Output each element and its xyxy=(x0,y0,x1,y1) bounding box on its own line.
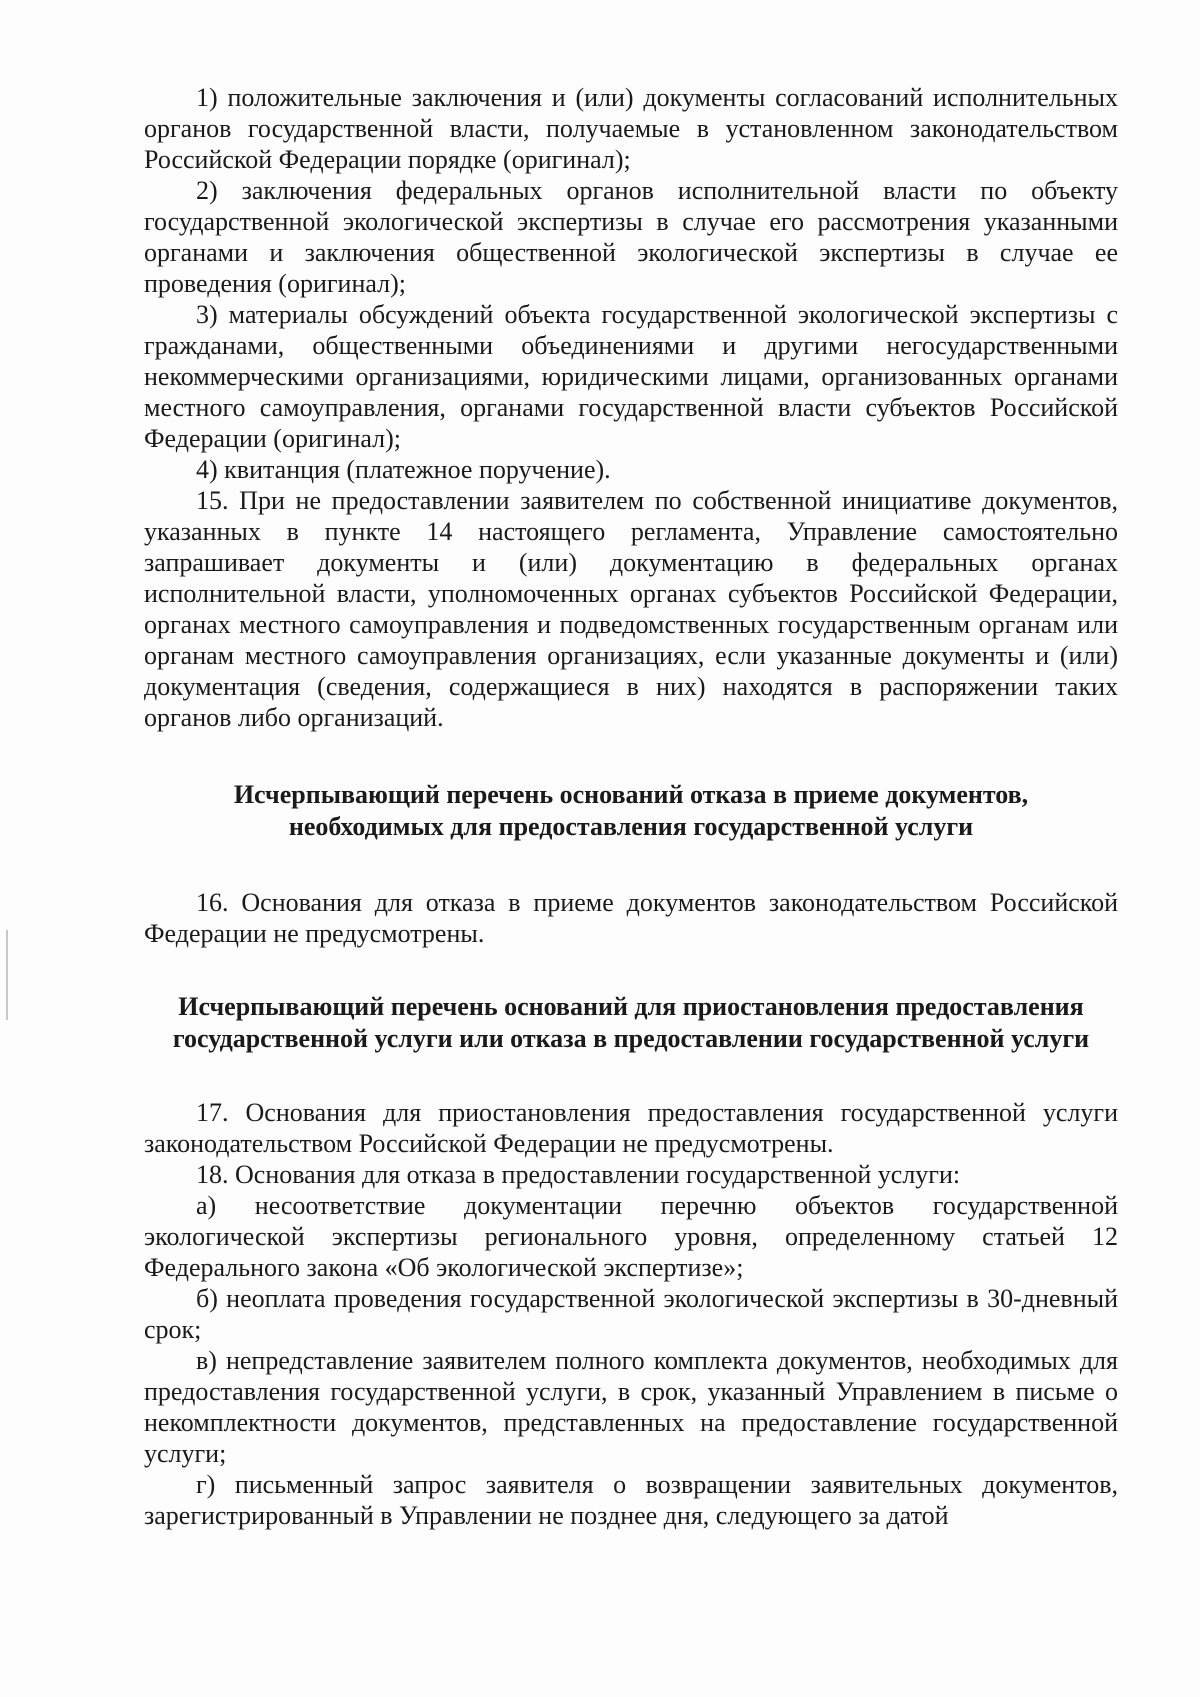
paragraph-18-b: б) неоплата проведения государственной экологической экспертизы в 30-дневный срок; xyxy=(144,1284,1118,1344)
scan-mark xyxy=(6,930,8,1020)
paragraph-18-v: в) непредставление заявителем полного комплекта документов, необходимых для предоставления государственной услуги, в срок, указанный Управлением в письме о некомплектности документов, представленных на предоставление государственной услуги; xyxy=(144,1346,1118,1468)
document-body xyxy=(144,82,1118,1531)
paragraph-item-2: 2) заключения федеральных органов исполнительной власти по объекту государственной экологической экспертизы в случае его рассмотрения указанными органами и заключения общественной экологической экспертизы в случае ее проведения (оригинал); xyxy=(144,176,1118,298)
paragraph-item-3: 3) материалы обсуждений объекта государственной экологической экспертизы с гражданами, общественными объединениями и другими негосударственными некоммерческими организациями, юридическими лицами, организованных органами местного самоуправления, органами государственной власти субъектов Российской Федерации (оригинал); xyxy=(144,300,1118,453)
paragraph-item-1: 1) положительные заключения и (или) документы согласований исполнительных органов государственной власти, получаемые в установленном законодательством Российской Федерации порядке (оригинал); xyxy=(144,83,1118,174)
paragraph-18: 18. Основания для отказа в предоставлении государственной услуги: xyxy=(196,1160,961,1189)
paragraph-18-g: г) письменный запрос заявителя о возвращении заявительных документов, зарегистрированный в Управлении не позднее дня, следующего за датой xyxy=(144,1470,1118,1530)
paragraph-item-4: 4) квитанция (платежное поручение). xyxy=(196,455,611,484)
paragraph-18-a: а) несоответствие документации перечню объектов государственной экологической экспертизы регионального уровня, определенному статьей 12 Федерального закона «Об экологической экспертизе»; xyxy=(144,1191,1118,1282)
paragraph-16: 16. Основания для отказа в приеме документов законодательством Российской Федерации не предусмотрены. xyxy=(144,888,1118,948)
section-heading-suspension-refusal: Исчерпывающий перечень оснований для приостановления предоставления государственной услуги или отказа в предоставлении государственной услуги xyxy=(172,992,1090,1053)
paragraph-17: 17. Основания для приостановления предоставления государственной услуги законодательством Российской Федерации не предусмотрены. xyxy=(144,1098,1118,1158)
paragraph-15: 15. При не предоставлении заявителем по собственной инициативе документов, указанных в пункте 14 настоящего регламента, Управление самостоятельно запрашивает документы и (или) документацию в федеральных органах исполнительной власти, уполномоченных органах субъектов Российской Федерации, органах местного самоуправления и подведомственных государственным органам или органам местного самоуправления организациях, если указанные документы и (или) документация (сведения, содержащиеся в них) находятся в распоряжении таких органов либо организаций. xyxy=(144,486,1118,732)
section-heading-refusal-acceptance: Исчерпывающий перечень оснований отказа в приеме документов, необходимых для предоставления государственной услуги xyxy=(233,780,1029,841)
